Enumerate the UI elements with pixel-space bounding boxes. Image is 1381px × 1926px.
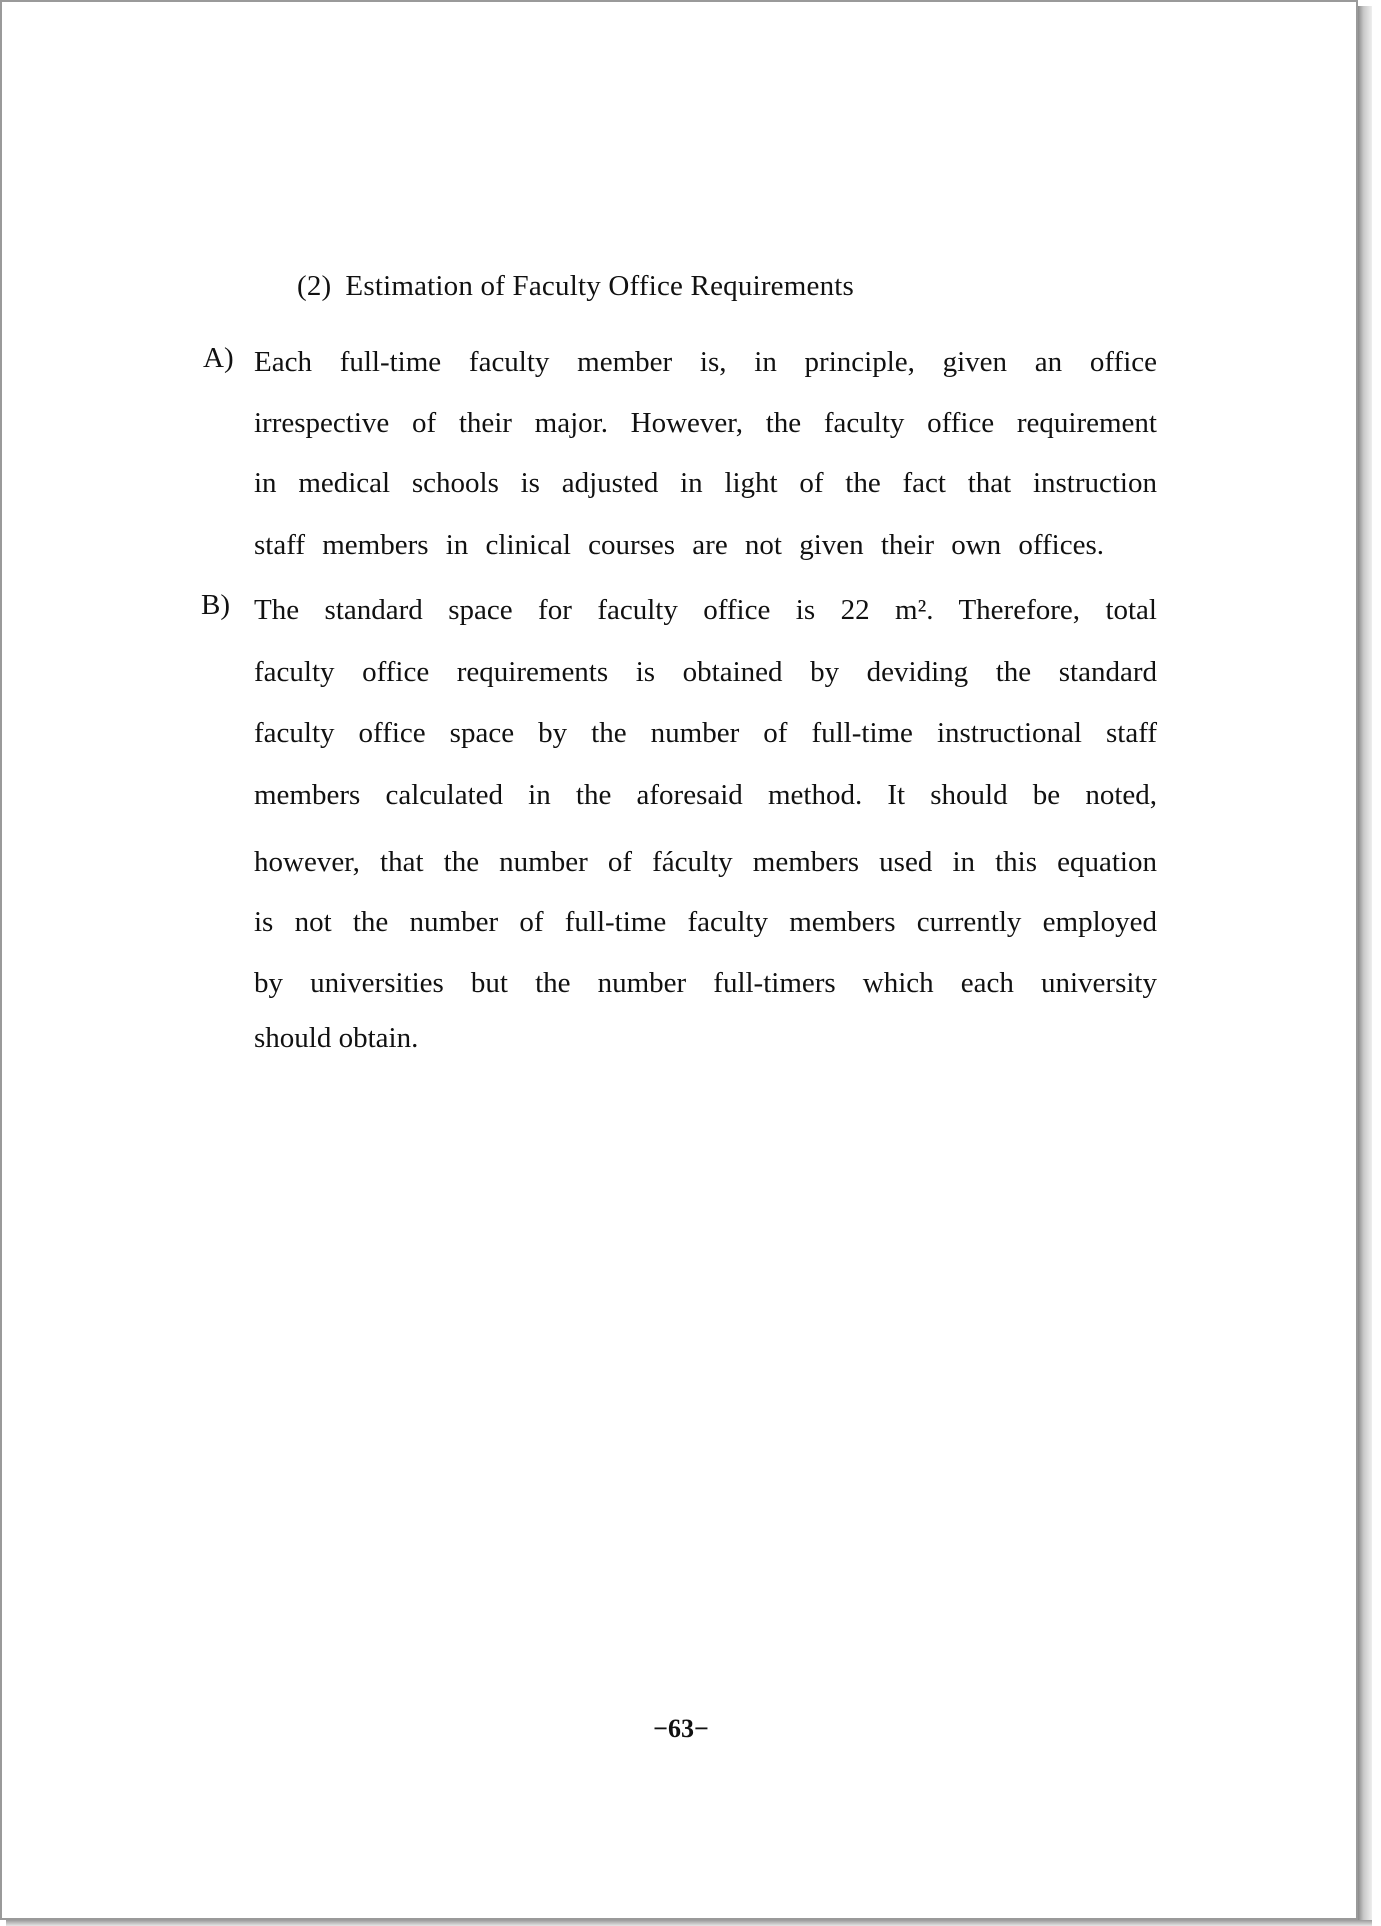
page-edge-shadow-bottom — [6, 1920, 1372, 1926]
item-b-line-7: by universities but the number full-timers which each university — [254, 967, 1157, 999]
item-b-line-1: The standard space for faculty office is 22 m². Therefore, total — [254, 594, 1157, 626]
item-a-line-3: in medical schools is adjusted in light of the fact that instruction — [254, 467, 1157, 499]
page-edge-shadow-right — [1358, 6, 1372, 1920]
item-b-line-4: members calculated in the aforesaid method. It should be noted, — [254, 779, 1157, 811]
section-number: (2) — [297, 270, 332, 302]
item-a-line-2: irrespective of their major. However, the faculty office requirement — [254, 407, 1157, 439]
section-title: Estimation of Faculty Office Requirements — [345, 270, 855, 302]
item-label-a: A) — [203, 342, 234, 374]
item-b-line-6: is not the number of full-time faculty members currently employed — [254, 906, 1157, 938]
item-a-line-1: Each full-time faculty member is, in principle, given an office — [254, 346, 1157, 378]
item-label-b: B) — [201, 589, 230, 621]
item-a-line-4: staff members in clinical courses are not given their own offices. — [254, 529, 1104, 561]
item-b-line-5: however, that the number of fáculty members used in this equation — [254, 846, 1157, 878]
page-number: −63− — [653, 1714, 709, 1743]
item-b-line-2: faculty office requirements is obtained by deviding the standard — [254, 656, 1157, 688]
section-heading — [297, 270, 854, 303]
item-b-line-3: faculty office space by the number of full-time instructional staff — [254, 717, 1157, 749]
item-b-line-8: should obtain. — [254, 1022, 419, 1054]
